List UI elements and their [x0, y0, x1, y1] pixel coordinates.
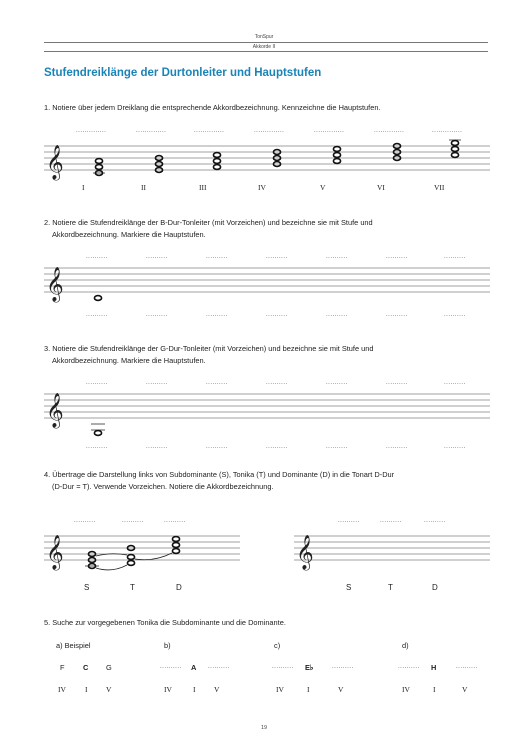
staff-task-4-right: [294, 526, 490, 576]
task-5c-blank-left: ..........: [272, 664, 294, 670]
task-5a-degree-iv: IV: [58, 685, 66, 694]
blank-row-b-5: ..........: [326, 312, 348, 318]
blank-7: ..............: [432, 128, 463, 134]
blank-row-c-5: ..........: [326, 380, 348, 386]
staff-task-4-left: [44, 526, 240, 576]
task-5a-label: a) Beispiel: [56, 641, 91, 650]
task-4-instruction-line-2: (D-Dur = T). Verwende Vorzeichen. Notiere die Akkordbezeichnung.: [52, 482, 274, 491]
page-title: Stufendreiklänge der Durtonleiter und Hauptstufen: [44, 67, 322, 79]
blank-2: ..............: [136, 128, 167, 134]
blank-row-b-3: ..........: [206, 312, 228, 318]
degree-4: IV: [258, 183, 266, 192]
blank-row-c-6: ..........: [386, 380, 408, 386]
task-5c-degree-v: V: [338, 685, 344, 694]
task-5b-blank-right: ..........: [208, 664, 230, 670]
task-5c-blank-right: ..........: [332, 664, 354, 670]
blank-right-1: ..........: [338, 518, 360, 524]
task-5b-blank-left: ..........: [160, 664, 182, 670]
blank-row-b-2: ..........: [146, 312, 168, 318]
task-3-instruction-line-1: 3. Notiere die Stufendreiklänge der G-Dur-Tonleiter (mit Vorzeichen) und bezeichne sie mit Stufe und: [44, 344, 374, 353]
task-5-instruction: 5. Suche zur vorgegebenen Tonika die Subdominante und die Dominante.: [44, 618, 286, 627]
blank-left-3: ..........: [164, 518, 186, 524]
degree-3: III: [199, 183, 207, 192]
blank-row-d-1: ..........: [86, 444, 108, 450]
blank-row-d-4: ..........: [266, 444, 288, 450]
degree-5: V: [320, 183, 326, 192]
treble-clef-icon: 𝄞: [46, 393, 64, 428]
header-rule-top: [44, 42, 488, 43]
page-number: 19: [260, 725, 268, 731]
task-5a-chord-dominant: G: [106, 663, 112, 672]
treble-clef-icon: 𝄞: [46, 535, 64, 570]
task-5c-degree-iv: IV: [276, 685, 284, 694]
task-5c-label: c): [274, 641, 281, 650]
treble-clef-icon: 𝄞: [46, 267, 64, 302]
function-label-left-t: T: [130, 583, 135, 592]
task-5d-blank-left: ..........: [398, 664, 420, 670]
task-5c-degree-i: I: [307, 685, 310, 694]
function-label-right-d: D: [432, 583, 438, 592]
treble-clef-icon: 𝄞: [46, 145, 64, 180]
staff-task-3: [44, 388, 490, 440]
blank-row-c-1: ..........: [86, 380, 108, 386]
blank-right-3: ..........: [424, 518, 446, 524]
task-5b-degree-i: I: [193, 685, 196, 694]
staff-task-1: [44, 136, 490, 184]
task-5b-degree-v: V: [214, 685, 220, 694]
blank-row-a-6: ..........: [386, 254, 408, 260]
task-3-instruction-line-2: Akkordbezeichnung. Markiere die Hauptstufen.: [52, 356, 206, 365]
task-5d-tonic: H: [431, 663, 437, 672]
task-5a-degree-v: V: [106, 685, 112, 694]
function-label-left-s: S: [84, 583, 90, 592]
blank-row-a-5: ..........: [326, 254, 348, 260]
blank-row-b-4: ..........: [266, 312, 288, 318]
task-5d-degree-i: I: [433, 685, 436, 694]
task-5d-blank-right: ..........: [456, 664, 478, 670]
blank-row-a-7: ..........: [444, 254, 466, 260]
blank-row-d-2: ..........: [146, 444, 168, 450]
task-2-instruction-line-2: Akkordbezeichnung. Markiere die Hauptstufen.: [52, 230, 206, 239]
blank-row-d-5: ..........: [326, 444, 348, 450]
blank-row-a-1: ..........: [86, 254, 108, 260]
blank-3: ..............: [194, 128, 225, 134]
task-5a-degree-i: I: [85, 685, 88, 694]
blank-row-c-2: ..........: [146, 380, 168, 386]
header-chapter: Akkorde II: [252, 44, 276, 50]
blank-row-a-3: ..........: [206, 254, 228, 260]
header-series: TonSpur: [254, 34, 274, 40]
degree-6: VI: [377, 183, 385, 192]
task-5d-degree-v: V: [462, 685, 468, 694]
blank-row-a-4: ..........: [266, 254, 288, 260]
blank-6: ..............: [374, 128, 405, 134]
task-5a-chord-subdominant: F: [60, 663, 65, 672]
header-rule-bottom: [44, 51, 488, 52]
blank-right-2: ..........: [380, 518, 402, 524]
blank-row-b-7: ..........: [444, 312, 466, 318]
task-1-instruction: 1. Notiere über jedem Dreiklang die entsprechende Akkordbezeichnung. Kennzeichne die Hauptstufen.: [44, 103, 381, 112]
treble-clef-icon: 𝄞: [296, 535, 314, 570]
task-5b-label: b): [164, 641, 171, 650]
task-2-instruction-line-1: 2. Notiere die Stufendreiklänge der B-Dur-Tonleiter (mit Vorzeichen) und bezeichne sie mit Stufe und: [44, 218, 373, 227]
blank-1: ..............: [76, 128, 107, 134]
blank-row-c-4: ..........: [266, 380, 288, 386]
task-5a-chord-tonic: C: [83, 663, 89, 672]
function-label-left-d: D: [176, 583, 182, 592]
blank-row-b-1: ..........: [86, 312, 108, 318]
blank-5: ..............: [314, 128, 345, 134]
blank-left-1: ..........: [74, 518, 96, 524]
blank-row-a-2: ..........: [146, 254, 168, 260]
blank-row-c-7: ..........: [444, 380, 466, 386]
task-5b-tonic: A: [191, 663, 197, 672]
blank-row-d-3: ..........: [206, 444, 228, 450]
blank-row-c-3: ..........: [206, 380, 228, 386]
task-5d-label: d): [402, 641, 409, 650]
task-5c-tonic: E♭: [305, 663, 314, 672]
task-4-instruction-line-1: 4. Übertrage die Darstellung links von Subdominante (S), Tonika (T) und Dominante (D) in die Tonart D-Dur: [44, 470, 395, 479]
task-5b-degree-iv: IV: [164, 685, 172, 694]
staff-task-2: [44, 262, 490, 306]
blank-row-d-6: ..........: [386, 444, 408, 450]
degree-1: I: [82, 183, 85, 192]
blank-4: ..............: [254, 128, 285, 134]
blank-left-2: ..........: [122, 518, 144, 524]
function-label-right-t: T: [388, 583, 393, 592]
blank-row-b-6: ..........: [386, 312, 408, 318]
degree-7: VII: [434, 183, 445, 192]
degree-2: II: [141, 183, 146, 192]
function-label-right-s: S: [346, 583, 352, 592]
task-5d-degree-iv: IV: [402, 685, 410, 694]
blank-row-d-7: ..........: [444, 444, 466, 450]
